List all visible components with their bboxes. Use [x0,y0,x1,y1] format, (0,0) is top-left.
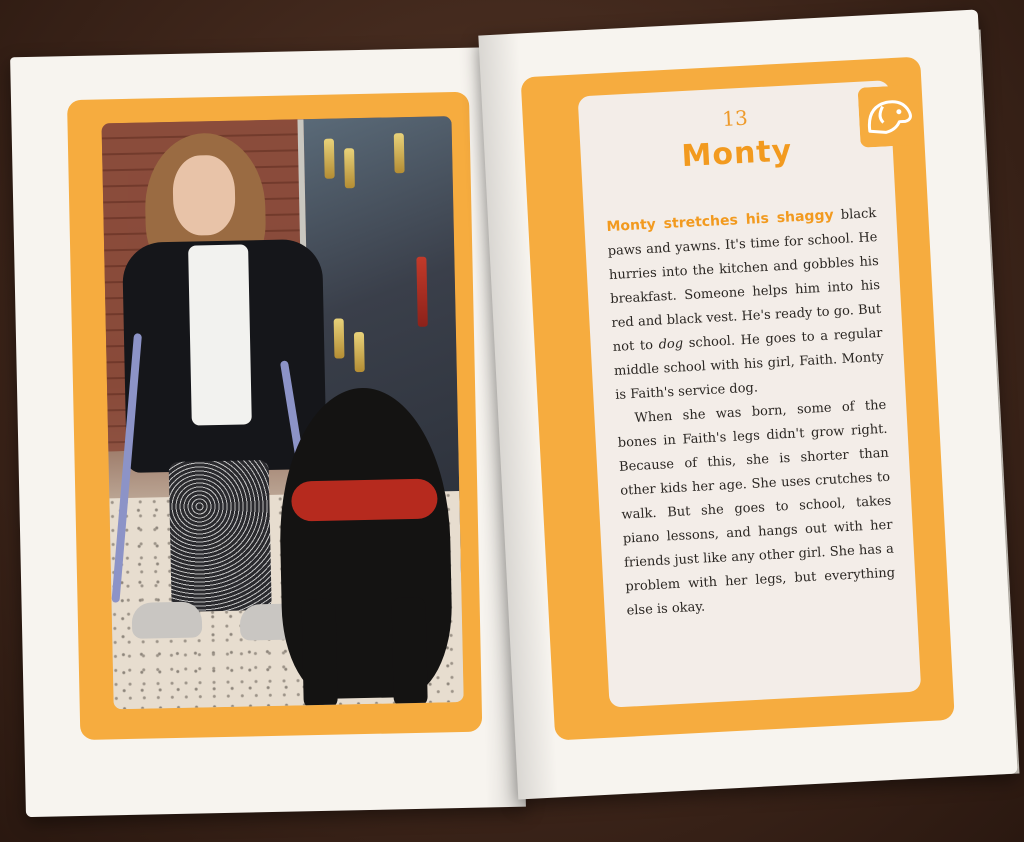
paragraph-2: When she was born, some of the bones in Faith's legs didn't grow right. Because of this, she is shorter than other kids her age. She uses crutches to walk. But she goes to school, takes piano lessons, and hangs out with her friends just like any other girl. She has a problem with her legs, but everything else is okay. [617,397,896,619]
service-vest [291,478,438,521]
chapter-title: Monty [680,133,794,175]
trophy [344,148,355,188]
girl-shirt [188,244,252,425]
girl-face [172,155,236,236]
trophy [334,318,345,358]
right-page [478,9,1017,799]
trophy [324,139,335,179]
photo-frame [67,92,482,740]
dog-leg [302,599,338,710]
dog-head-icon [858,85,921,148]
left-page [10,47,526,817]
girl-leggings [169,460,272,612]
text-box [578,80,922,707]
chapter-body [606,201,897,624]
shoe [132,601,203,638]
dog-leg [391,597,427,708]
paragraph-1-start: black paws and yawns. It's time for school. He hurries into the kitchen and gobbles his breakfast. Someone helps him into his red and black vest. He's ready to go. But not to [607,206,882,355]
paragraph-1-emphasis: dog [658,336,684,353]
chapter-number: 13 [721,105,749,131]
girl-and-dog-photo [102,116,464,709]
lead-in: Monty stretches his shaggy [606,207,835,236]
trophy [354,332,365,372]
text-frame [521,57,955,741]
figurine [416,257,427,327]
trophy [394,133,405,173]
paragraph-1-end: school. He goes to a regular middle school with his girl, Faith. Monty is Faith's service dog. [613,325,885,403]
